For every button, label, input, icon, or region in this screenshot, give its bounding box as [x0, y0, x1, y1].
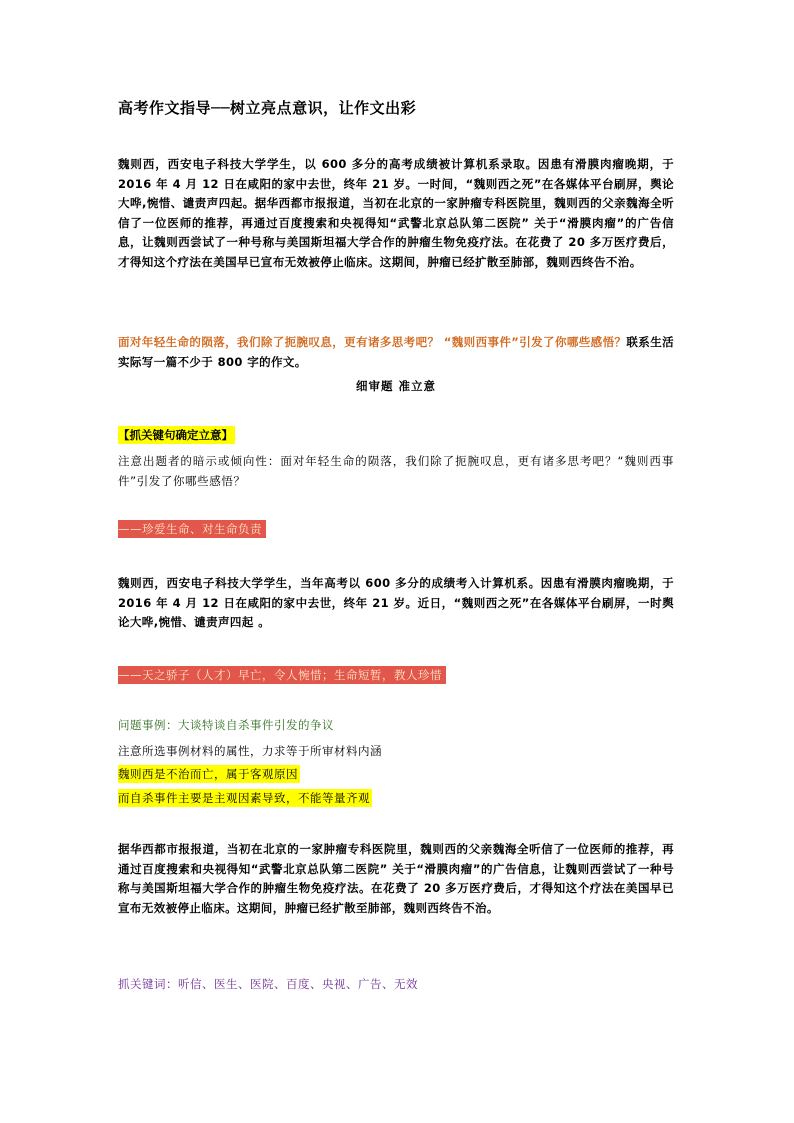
highlight-subjective-cause: 而自杀事件主要是主观因素导致，不能等量齐观 — [118, 791, 370, 805]
key-sentence-tag: 【抓关键句确定立意】 — [118, 428, 233, 442]
key-sentence-text: 注意出题者的暗示或倾向性：面对年轻生命的陨落，我们除了扼腕叹息，更有诸多思考吧？“魏则西事件”引发了你哪些感悟？ — [118, 454, 674, 488]
prompt-instruction: 联系生活实际写一篇不少于 800 字的作文。 — [118, 335, 675, 369]
material-paragraph: 魏则西，西安电子科技大学学生，以 600 多分的高考成绩被计算机系录取。因患有滑膜肉瘤晚期，于 2016 年 4 月 12 日在咸阳的家中去世，终年 21 岁。一时间，“魏则西之死”在各媒体平台刷屏，舆论大哗,惋惜、谴责声四起。据华西都市报报道，当初在北京的一家肿瘤专科医院里，魏则西的父亲魏海全听信了一位医师的推荐，再通过百度搜索和央视得知“武警北京总队第二医院” 关于“滑膜肉瘤”的广告信息，让魏则西尝试了一种号称与美国斯坦福大学合作的肿瘤生物免疫疗法。在花费了 20 多万医疗费后，才得知这个疗法在美国早已宣布无效被停止临床。这期间，肿瘤已经扩散至肺部，魏则西终告不治。 — [118, 157, 674, 269]
theme-bar-cherish-life: ——珍爱生命、对生命负责 — [118, 520, 266, 538]
highlight-objective-cause: 魏则西是不治而亡，属于客观原因 — [118, 767, 298, 781]
paragraph-summary: 魏则西，西安电子科技大学学生，当年高考以 600 多分的成绩考入计算机系。因患有滑膜肉瘤晚期，于 2016 年 4 月 12 日在咸阳的家中去世，终年 21 岁。近日，“魏则西之死”在各媒体平台刷屏，一时舆论大哗,惋惜、谴责声四起 。 — [118, 576, 674, 629]
section-heading: 细审题 准立意 — [355, 379, 436, 393]
essay-prompt — [118, 333, 674, 372]
keywords-line: 抓关键词：听信、医生、医院、百度、央视、广告、无效 — [118, 977, 418, 991]
document-title: 高考作文指导──树立亮点意识，让作文出彩 — [118, 99, 417, 117]
attribute-note: 注意所选事例材料的属性，力求等于所审材料内涵 — [118, 744, 382, 758]
theme-bar-talent-loss: ——天之骄子（人才）早亡，令人惋惜；生命短暂，教人珍惜 — [118, 666, 446, 684]
prompt-question: 面对年轻生命的陨落，我们除了扼腕叹息，更有诸多思考吧？ “魏则西事件”引发了你哪些感悟？ — [118, 335, 627, 349]
issue-example: 问题事例：大谈特谈自杀事件引发的争议 — [118, 718, 334, 732]
paragraph-report: 据华西都市报报道，当初在北京的一家肿瘤专科医院里，魏则西的父亲魏海全听信了一位医师的推荐，再通过百度搜索和央视得知“武警北京总队第二医院” 关于“滑膜肉瘤”的广告信息，让魏则西尝试了一种号称与美国斯坦福大学合作的肿瘤生物免疫疗法。在花费了 20 多万医疗费后，才得知这个疗法在美国早已宣布无效被停止临床。这期间，肿瘤已经扩散至肺部，魏则西终告不治。 — [118, 842, 674, 915]
